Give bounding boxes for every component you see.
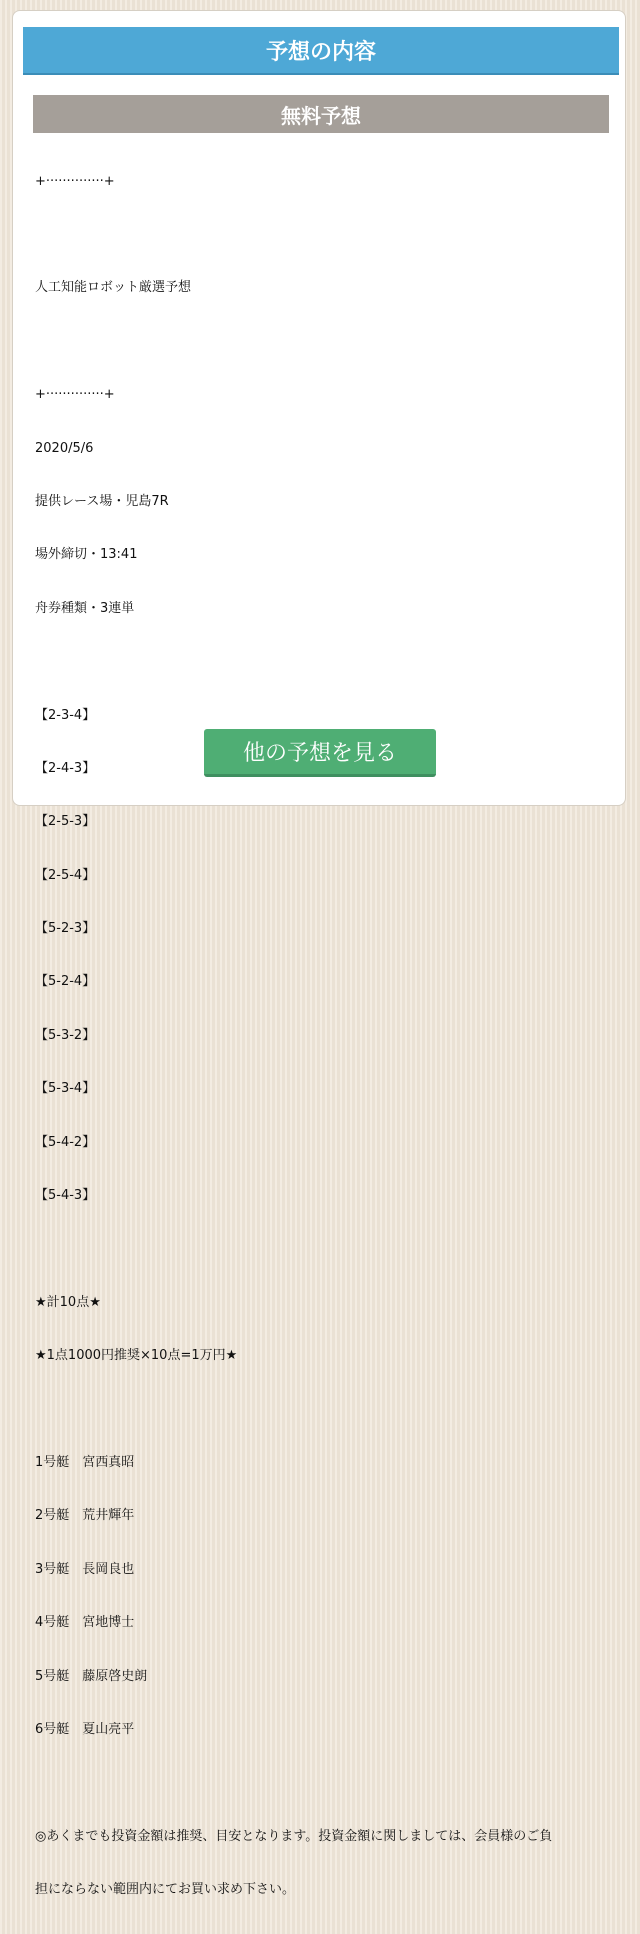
content-line: 【5-2-3】: [35, 921, 96, 937]
content-line: [35, 333, 615, 351]
content-line: +··············+: [35, 387, 115, 403]
content-line: 1号艇 宮西真昭: [35, 1454, 135, 1470]
content-line: 場外締切・13:41: [35, 547, 138, 563]
content-line: 【2-5-4】: [35, 867, 96, 883]
content-line: 【5-4-2】: [35, 1134, 96, 1150]
content-line: 2号艇 荒井輝年: [35, 1508, 135, 1524]
content-line: 人工知能ロボット厳選予想: [35, 280, 192, 296]
section-title: 無料予想: [33, 95, 609, 133]
content-line: [35, 226, 615, 244]
content-line: +··············+: [35, 173, 115, 189]
content-line: ◎あくまでも投資金額は推奨、目安となります。投資金額に関しましては、会員様のご負: [35, 1828, 553, 1844]
content-line: 【5-2-4】: [35, 974, 96, 990]
content-line: [35, 1401, 615, 1419]
content-line: 【2-3-4】: [35, 707, 96, 723]
content-line: 【5-4-3】: [35, 1188, 96, 1204]
content-line: 5号艇 藤原啓史朗: [35, 1668, 148, 1684]
content-line: 【2-5-3】: [35, 814, 96, 830]
content-line: 2020/5/6: [35, 440, 94, 456]
content-line: 6号艇 夏山亮平: [35, 1721, 135, 1737]
content-line: 【2-4-3】: [35, 760, 96, 776]
content-line: 【5-3-4】: [35, 1081, 96, 1097]
content-line: 【5-3-2】: [35, 1027, 96, 1043]
content-line: 4号艇 宮地博士: [35, 1615, 135, 1631]
page-title: 予想の内容: [23, 27, 619, 75]
content-line: 3号艇 長岡良也: [35, 1561, 135, 1577]
content-line: [35, 1774, 615, 1792]
content-line: 舟券種類・3連単: [35, 600, 135, 616]
other-predictions-button[interactable]: 他の予想を見る: [204, 729, 436, 777]
content-line: ★計10点★: [35, 1294, 101, 1310]
prediction-card: [12, 10, 626, 1898]
content-line: 提供レース場・児島7R: [35, 493, 169, 509]
content-line: ★1点1000円推奨×10点=1万円★: [35, 1348, 238, 1364]
content-line: [35, 653, 615, 671]
content-line: [35, 1240, 615, 1258]
content-line: 担にならない範囲内にてお買い求め下さい。: [35, 1882, 296, 1898]
prediction-content: [35, 137, 615, 1934]
